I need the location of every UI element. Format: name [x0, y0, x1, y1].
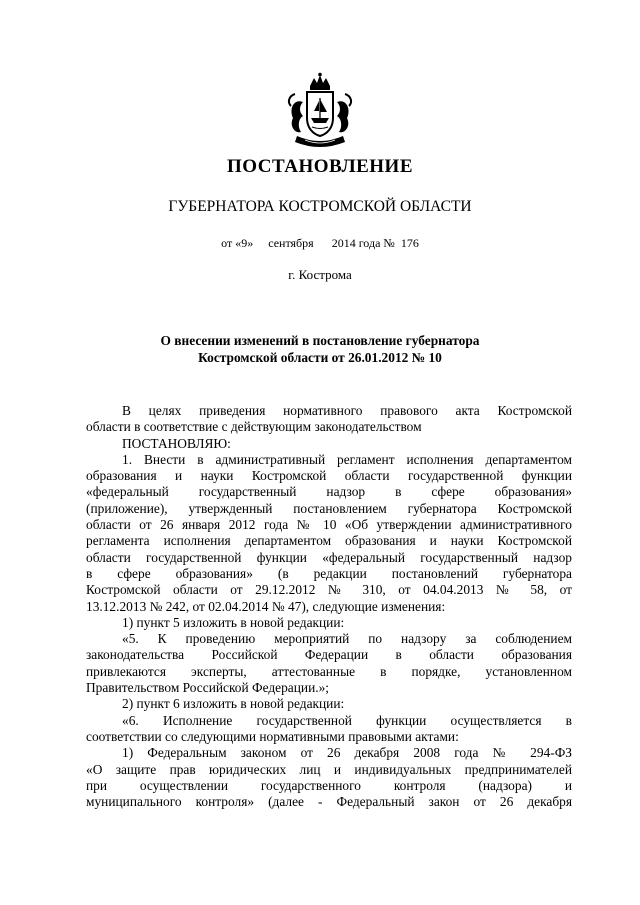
document-heading: [0, 332, 640, 366]
body-line: области от 26 января 2012 года № 10 «Об утверждении административного: [86, 517, 572, 533]
body-line: при осуществлении государственного контроля (надзора) и: [86, 777, 572, 793]
body-line: области государственной функции «федеральный государственный надзор: [86, 549, 572, 565]
body-line: 13.12.2013 № 242, от 02.04.2014 № 47), следующие изменения:: [86, 598, 446, 614]
body-line: 1) пункт 5 изложить в новой редакции:: [122, 614, 345, 630]
body-line: «5. К проведению мероприятий по надзору за соблюдением: [122, 631, 572, 647]
body-line: 2) пункт 6 изложить в новой редакции:: [122, 696, 345, 712]
body-line: 1) Федеральным законом от 26 декабря 2008 года № 294-ФЗ: [122, 745, 572, 761]
body-line: в сфере образования» (в редакции постановлений губернатора: [86, 565, 572, 581]
body-line: (приложение), утвержденный постановлением губернатора Костромской: [86, 500, 572, 516]
body-line: Правительством Российской Федерации.»;: [86, 680, 330, 696]
date-month: сентября: [268, 236, 314, 250]
document-title: ПОСТАНОВЛЕНИЕ: [226, 156, 414, 177]
body-line: соответствии со следующими нормативными правовыми актами:: [86, 728, 459, 744]
document-number: 176: [400, 236, 419, 250]
date-line: [0, 236, 640, 251]
body-line: 1. Внести в административный регламент исполнения департаментом: [122, 451, 572, 467]
body-line: привлекаются эксперты, аттестованные в порядке, установленном: [86, 663, 572, 679]
body-line: «6. Исполнение государственной функции осуществляется в: [122, 712, 572, 728]
body-line: законодательства Российской Федерации в области образования: [86, 647, 572, 663]
body-line: образования и науки Костромской области государственной функции: [86, 468, 572, 484]
issuer-subtitle: ГУБЕРНАТОРА КОСТРОМСКОЙ ОБЛАСТИ: [168, 198, 472, 215]
date-year: 2014 года №: [331, 236, 395, 250]
coat-of-arms-emblem: [283, 72, 357, 150]
city-name: г. Кострома: [288, 267, 352, 282]
body-line: «О защите прав юридических лиц и индивидуальных предпринимателей: [86, 761, 572, 777]
body-line: муниципального контроля» (далее - Федеральный закон от 26 декабря: [86, 794, 572, 810]
body-line: «федеральный государственный надзор в сфере образования»: [86, 484, 572, 500]
body-line: ПОСТАНОВЛЯЮ:: [122, 435, 231, 451]
body-line: регламента исполнения департаментом образования и науки Костромской: [86, 533, 572, 549]
document-body: [86, 403, 572, 810]
body-line: В целях приведения нормативного правового акта Костромской: [122, 403, 572, 418]
body-line: области в соответствие с действующим законодательством: [86, 419, 422, 435]
date-prefix: от «9»: [221, 236, 254, 250]
heading-line: Костромской области от 26.01.2012 № 10: [198, 350, 442, 365]
body-line: Костромской области от 29.12.2012 № 310, от 04.04.2013 № 58, от: [86, 582, 572, 598]
heading-line: О внесении изменений в постановление губернатора: [160, 333, 480, 348]
